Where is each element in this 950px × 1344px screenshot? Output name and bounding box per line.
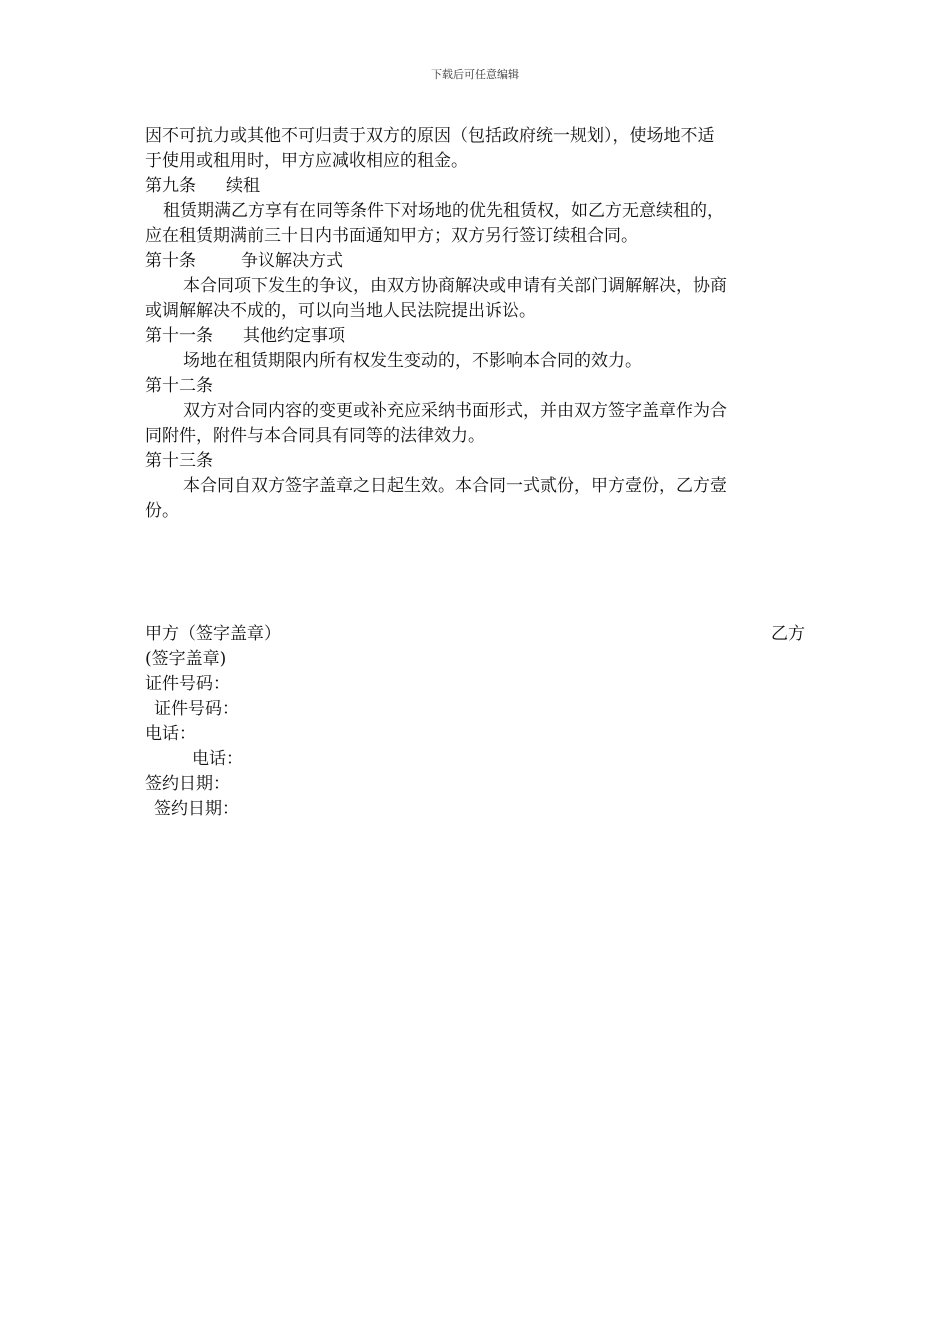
- article-10-heading: [145, 249, 805, 274]
- party-b-date-label: 签约日期：: [154, 799, 239, 819]
- article-title: 其他约定事项: [243, 326, 345, 346]
- article-number: 第十一条: [145, 326, 213, 346]
- page-header: 下载后可任意编辑: [431, 68, 519, 81]
- paragraph-line: 场地在租赁期限内所有权发生变动的，不影响本合同的效力。: [183, 351, 642, 371]
- article-number: 第十条: [145, 251, 196, 271]
- paragraph-line: 同附件，附件与本合同具有同等的法律效力。: [145, 426, 485, 446]
- signature-parties-row: [145, 622, 805, 647]
- paragraph-line: 因不可抗力或其他不可归责于双方的原因（包括政府统一规划），使场地不适: [145, 126, 715, 146]
- article-9-heading: [145, 174, 805, 199]
- paragraph-line: 本合同项下发生的争议，由双方协商解决或申请有关部门调解解决，协商: [183, 276, 727, 296]
- party-a-phone-label: 电话：: [145, 724, 196, 744]
- party-a-label: 甲方（签字盖章）: [145, 624, 281, 644]
- article-11-heading: [145, 324, 805, 349]
- article-title: 争议解决方式: [241, 251, 343, 271]
- party-b-id-label: 证件号码：: [154, 699, 239, 719]
- contract-body: [145, 124, 805, 524]
- paragraph-line: 租赁期满乙方享有在同等条件下对场地的优先租赁权，如乙方无意续租的，: [163, 201, 724, 221]
- paragraph-line: 份。: [145, 501, 179, 521]
- party-a-id-label: 证件号码：: [145, 674, 230, 694]
- paragraph-line: 应在租赁期满前三十日内书面通知甲方；双方另行签订续租合同。: [145, 226, 638, 246]
- party-b-label: 乙方: [771, 624, 805, 644]
- article-12-heading: 第十二条: [145, 376, 213, 396]
- article-13-heading: 第十三条: [145, 451, 213, 471]
- paragraph-line: 双方对合同内容的变更或补充应采纳书面形式，并由双方签字盖章作为合: [183, 401, 727, 421]
- article-number: 第九条: [145, 176, 196, 196]
- paragraph-line: 于使用或租用时，甲方应减收相应的租金。: [145, 151, 468, 171]
- party-a-date-label: 签约日期：: [145, 774, 230, 794]
- paragraph-line: 或调解解决不成的，可以向当地人民法院提出诉讼。: [145, 301, 536, 321]
- party-b-seal-label: (签字盖章): [145, 649, 227, 669]
- signature-block: [145, 622, 805, 822]
- article-title: 续租: [226, 176, 260, 196]
- paragraph-line: 本合同自双方签字盖章之日起生效。本合同一式贰份，甲方壹份，乙方壹: [183, 476, 727, 496]
- party-b-phone-label: 电话：: [192, 749, 243, 769]
